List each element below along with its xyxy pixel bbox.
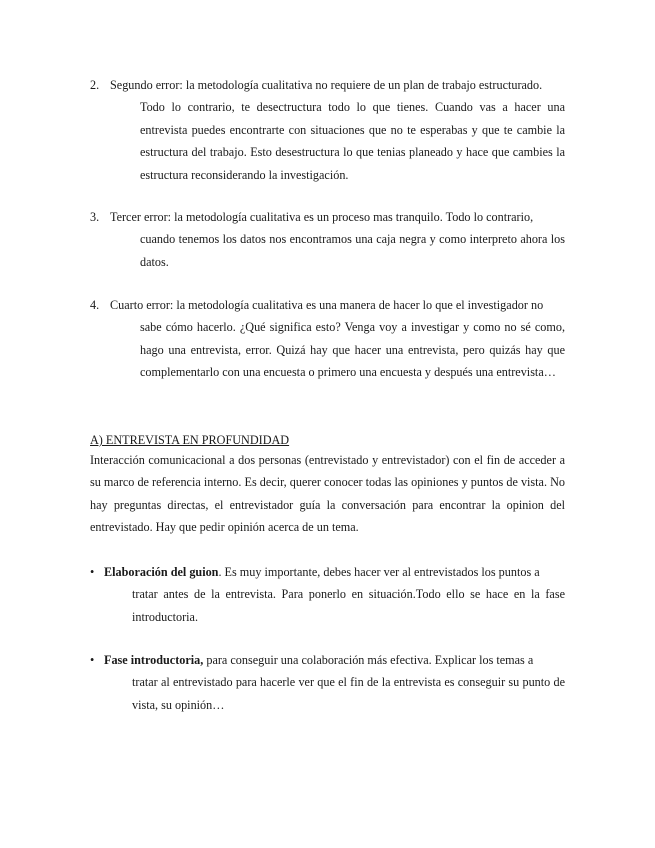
bullet-item-fase (90, 649, 565, 716)
bullet-first-line: • Elaboración del guion. Es muy importante, debes hacer ver al entrevistados los puntos a (90, 561, 565, 583)
error-item-3 (90, 206, 565, 273)
section-title: A) ENTREVISTA EN PROFUNDIDAD (90, 433, 290, 447)
bullet-bold-term: Elaboración del guion (104, 565, 219, 579)
error-item-continuation: Todo lo contrario, te desectructura todo lo que tienes. Cuando vas a hacer una entrevista puedes encontrarte con situaciones que no te esperabas y que te cambie la estructura del trabajo. Esto desestructura lo que tenias planeado y hace que cambies la estructura reconsiderando la investigación. (140, 100, 565, 182)
section-paragraph: Interacción comunicacional a dos personas (entrevistado y entrevistador) con el fin de acceder a su marco de referencia interno. Es decir, querer conocer todas las opiniones y puntos de vista. No hay preguntas directas, el entrevistador guía la conversación para encontrar la opinion del entrevistado. Hay que pedir opinión acerca de un tema. (90, 453, 565, 535)
bullet-marker: • (90, 565, 95, 579)
bullet-bold-term: Fase introductoria, (104, 653, 204, 667)
bullet-continuation: tratar antes de la entrevista. Para ponerlo en situación.Todo ello se hace en la fase introductoria. (132, 587, 565, 624)
error-item-continuation: sabe cómo hacerlo. ¿Qué significa esto? Venga voy a investigar y como no sé como, hago una entrevista, error. Quizá hay que hacer una entrevista, pero quizás hay que complementarlo con una encuesta o primero una encuesta y después una entrevista… (140, 320, 565, 380)
error-item-continuation: cuando tenemos los datos nos encontramos una caja negra y como interpreto ahora los datos. (140, 232, 565, 269)
bullet-first-line: • Fase introductoria, para conseguir una colaboración más efectiva. Explicar los temas a (90, 649, 565, 671)
error-item-2 (90, 74, 565, 186)
error-item-first-line: 2. Segundo error: la metodología cualitativa no requiere de un plan de trabajo estructurado. (90, 74, 565, 96)
item-number: 4. (90, 298, 100, 312)
error-item-4 (90, 294, 565, 384)
error-item-first-line: 4. Cuarto error: la metodología cualitativa es una manera de hacer lo que el investigador no (90, 294, 565, 316)
item-number: 2. (90, 78, 100, 92)
bullet-item-guion (90, 561, 565, 628)
bullet-marker: • (90, 653, 95, 667)
bullet-continuation: tratar al entrevistado para hacerle ver que el fin de la entrevista es conseguir su punto de vista, su opinión… (132, 675, 565, 712)
error-item-first-line: 3. Tercer error: la metodología cualitativa es un proceso mas tranquilo. Todo lo contrario, (90, 206, 565, 228)
item-number: 3. (90, 210, 100, 224)
